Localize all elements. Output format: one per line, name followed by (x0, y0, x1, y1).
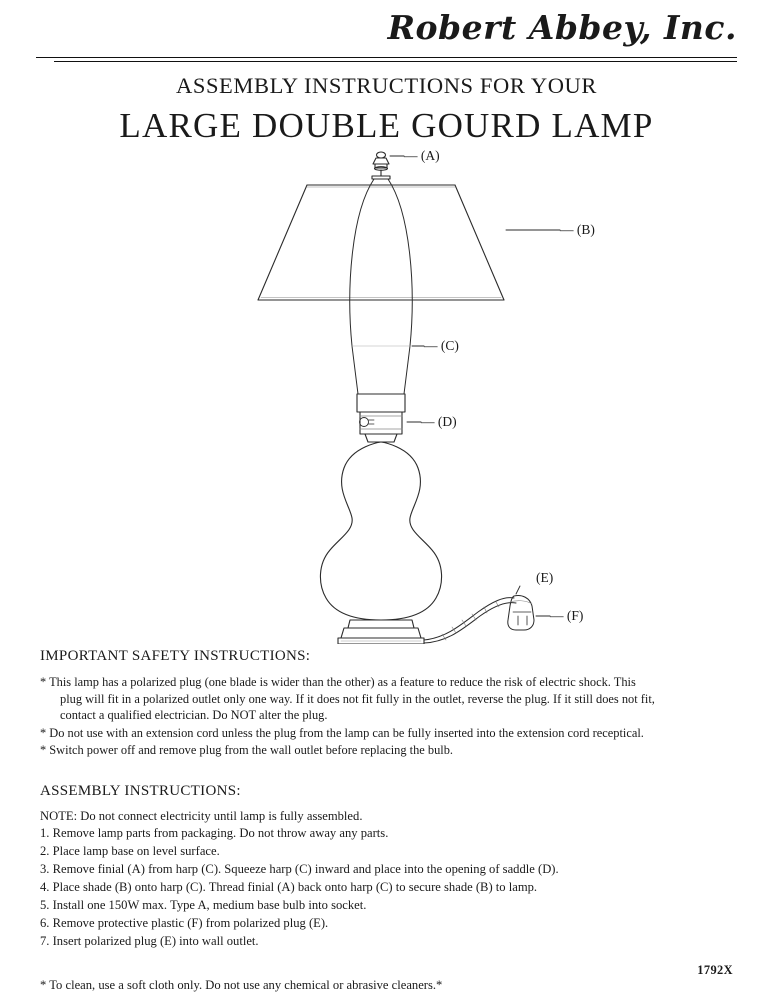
assembly-list (40, 808, 733, 951)
assembly-heading: ASSEMBLY INSTRUCTIONS: (40, 782, 241, 799)
assembly-step: 6. Remove protective plastic (F) from polarized plug (E). (40, 915, 329, 930)
safety-heading: IMPORTANT SAFETY INSTRUCTIONS: (40, 648, 311, 664)
safety-item (40, 742, 733, 759)
callout-b: — (B) (560, 222, 595, 237)
callout-c: — (C) (424, 338, 459, 353)
polarized-plug (508, 595, 534, 630)
subtitle: ASSEMBLY INSTRUCTIONS FOR YOUR (175, 73, 597, 98)
safety-item-text-cont: plug will fit in a polarized outlet only one way. If it does not fit fully in the outlet, reverse the plug. If it still does not fit, (60, 691, 655, 706)
header-divider-top (36, 57, 737, 58)
assembly-step: 2. Place lamp base on level surface. (40, 844, 220, 859)
assembly-step: 5. Install one 150W max. Type A, medium base bulb into socket. (40, 897, 367, 912)
callout-a: — (A) (404, 148, 440, 163)
harp-part (350, 170, 412, 394)
finial-part (373, 152, 389, 170)
callout-d: — (D) (421, 414, 457, 429)
page-title: LARGE DOUBLE GOURD LAMP (119, 106, 654, 145)
safety-item-text: * This lamp has a polarized plug (one blade is wider than the other) as a feature to reduce the risk of electric shock. This (40, 675, 636, 689)
safety-section (40, 648, 733, 993)
assembly-step: 1. Remove lamp parts from packaging. Do not throw away any parts. (40, 826, 389, 841)
lamp-diagram (0, 146, 773, 644)
assembly-step: 3. Remove finial (A) from harp (C). Squeeze harp (C) inward and place into the opening of saddle (D). (40, 862, 559, 877)
cleaning-note: * To clean, use a soft cloth only. Do not use any chemical or abrasive cleaners.* (40, 977, 443, 992)
assembly-step: 7. Insert polarized plug (E) into wall outlet. (40, 933, 259, 948)
safety-item-text: * Do not use with an extension cord unless the plug from the lamp can be fully inserted into the extension cord receptical. (40, 725, 644, 740)
safety-item (40, 674, 733, 724)
callout-e: (E) (536, 570, 554, 585)
assembly-step: 4. Place shade (B) onto harp (C). Thread finial (A) back onto harp (C) to secure shade (B) to lamp. (40, 880, 538, 894)
lamp-base (338, 620, 424, 644)
safety-item (40, 725, 733, 742)
callout-f: — (F) (550, 608, 584, 623)
safety-item-text-cont: contact a qualified electrician. Do NOT alter the plug. (60, 708, 328, 722)
assembly-note: NOTE: Do not connect electricity until lamp is fully assembled. (40, 808, 363, 823)
lamp-illustration (0, 146, 773, 644)
safety-item-text: * Switch power off and remove plug from the wall outlet before replacing the bulb. (40, 743, 454, 757)
lamp-body (320, 442, 441, 620)
brand-header (36, 0, 737, 62)
lamp-shade (258, 185, 504, 300)
document-code: 1792X (697, 963, 733, 977)
safety-list (40, 674, 733, 759)
header-divider-bottom (54, 61, 737, 62)
power-cord (424, 598, 516, 643)
socket-saddle (357, 394, 405, 442)
brand-name: Robert Abbey, Inc. (387, 8, 737, 47)
